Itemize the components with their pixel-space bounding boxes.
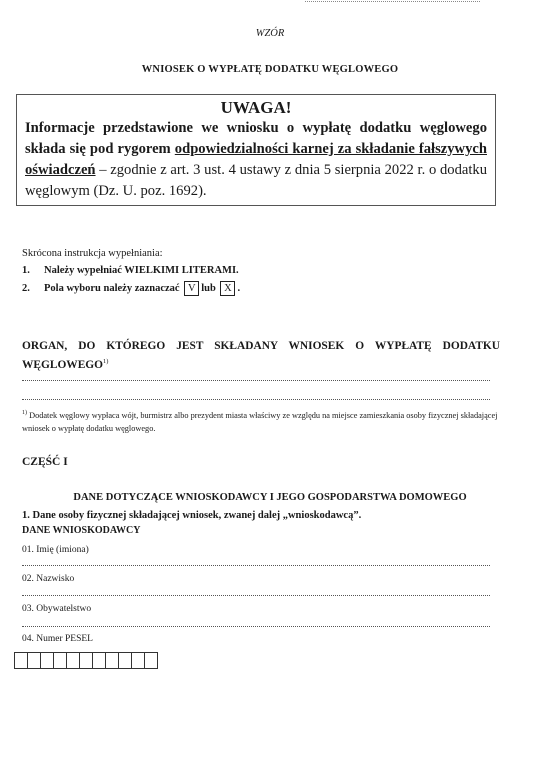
instruction-text: Pola wyboru należy zaznaczać (44, 282, 180, 294)
warning-legal-basis: – zgodnie z art. 3 ust. 4 ustawy z dnia 5 sierpnia 2022 r. o dodatku węglowym (Dz. U. poz. 1692). (25, 162, 487, 199)
footnote-marker: 1) (22, 410, 27, 416)
instruction-number: 2. (22, 282, 30, 294)
form-title: WNIOSEK O WYPŁATĘ DODATKU WĘGLOWEGO (141, 64, 399, 75)
pesel-digit-box[interactable] (131, 652, 145, 669)
warning-bold-text: Informacje przedstawione we wniosku o wypłatę dodatku węglowego składa się pod rygorem (25, 120, 487, 157)
example-checkbox-v: V (184, 281, 199, 296)
pesel-digit-box[interactable] (66, 652, 80, 669)
instruction-end: . (237, 282, 241, 294)
pesel-digit-box[interactable] (40, 652, 54, 669)
warning-heading: UWAGA! (220, 98, 292, 117)
pesel-digit-box[interactable] (27, 652, 41, 669)
instruction-or-text: lub (201, 282, 216, 294)
instruction-item-2 (22, 281, 240, 296)
pesel-digit-box[interactable] (92, 652, 106, 669)
instruction-item-1 (22, 265, 239, 276)
organ-entry-line-2[interactable] (22, 399, 490, 400)
pesel-digit-box[interactable] (105, 652, 119, 669)
field-label-citizenship: 03. Obywatelstwo (22, 604, 92, 614)
section-heading: 1. Dane osoby fizycznej składającej wniosek, zwanej dalej „wnioskodawcą”. (22, 510, 362, 521)
example-checkbox-x: X (220, 281, 235, 296)
field-label-first-name: 01. Imię (imiona) (22, 545, 89, 555)
pesel-digit-box[interactable] (144, 652, 158, 669)
footnote-ref: 1) (103, 358, 109, 365)
pesel-digit-box[interactable] (53, 652, 67, 669)
organ-heading-text: ORGAN, DO KTÓREGO JEST SKŁADANY WNIOSEK O WYPŁATĘ DODATKU WĘGLOWEGO (22, 340, 500, 371)
instruction-number: 1. (22, 265, 30, 276)
pesel-digit-box[interactable] (118, 652, 132, 669)
instructions-heading: Skrócona instrukcja wypełniania: (22, 248, 163, 259)
first-name-field[interactable] (22, 565, 490, 566)
warning-underlined-text: odpowiedzialności karnej za składanie fałszywych oświadczeń (25, 141, 487, 178)
last-name-field[interactable] (22, 595, 490, 596)
footnote-text: Dodatek węglowy wypłaca wójt, burmistrz albo prezydent miasta właściwy ze względu na miejsce zamieszkania osoby fizycznej składającej wniosek o wypłatę dodatku węglowego. (22, 410, 498, 433)
warning-text (25, 118, 487, 202)
pesel-field[interactable] (15, 652, 158, 669)
citizenship-field[interactable] (22, 626, 490, 627)
section-subheading: DANE WNIOSKODAWCY (22, 525, 141, 536)
warning-box (16, 94, 496, 206)
organ-entry-line-1[interactable] (22, 380, 490, 381)
cut-off-header-text (305, 0, 480, 4)
instruction-text: Należy wypełniać WIELKIMI LITERAMI. (44, 265, 239, 276)
field-label-last-name: 02. Nazwisko (22, 574, 75, 584)
organ-heading (22, 339, 500, 373)
pesel-digit-box[interactable] (79, 652, 93, 669)
field-label-pesel: 04. Numer PESEL (22, 634, 93, 644)
form-template-label: WZÓR (255, 28, 285, 39)
pesel-digit-box[interactable] (14, 652, 28, 669)
part-label: CZĘŚĆ I (22, 456, 68, 468)
part-heading: DANE DOTYCZĄCE WNIOSKODAWCY I JEGO GOSPODARSTWA DOMOWEGO (73, 492, 467, 503)
footnote (22, 407, 500, 435)
